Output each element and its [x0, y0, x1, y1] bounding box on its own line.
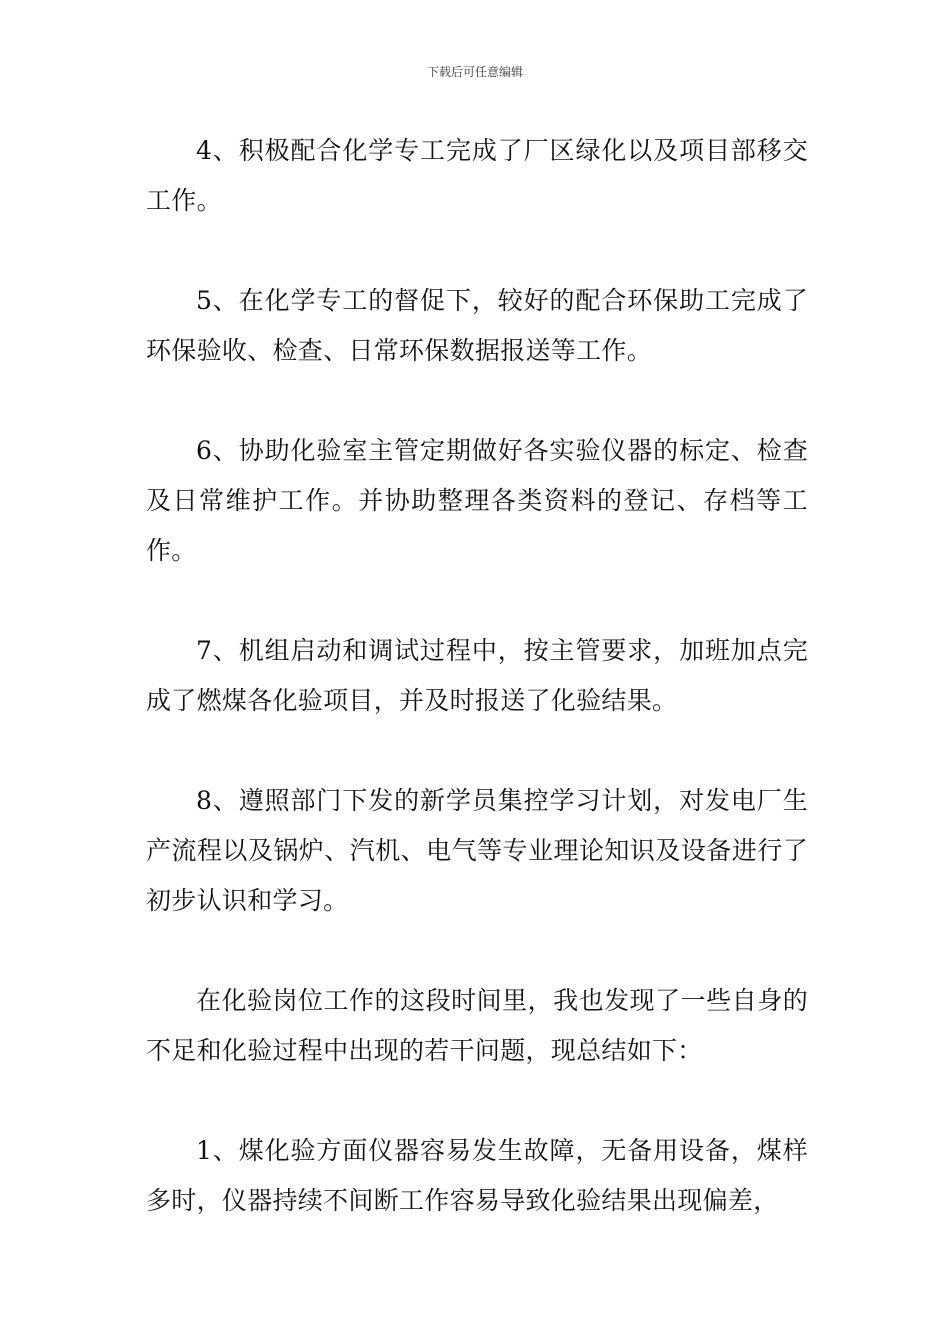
paragraph-item-4: 4、积极配合化学专工完成了厂区绿化以及项目部移交工作。 [146, 136, 808, 215]
header-note: 下载后可任意编辑 [426, 65, 523, 79]
paragraph-item-7: 7、机组启动和调试过程中，按主管要求，加班加点完成了燃煤各化验项目，并及时报送了化验结果。 [146, 636, 808, 715]
paragraph-summary-intro: 在化验岗位工作的这段时间里，我也发现了一些自身的不足和化验过程中出现的若干问题，现总结如下： [146, 986, 808, 1065]
paragraph-item-8: 8、遵照部门下发的新学员集控学习计划，对发电厂生产流程以及锅炉、汽机、电气等专业理论知识及设备进行了初步认识和学习。 [146, 786, 808, 915]
document-body [146, 126, 808, 1276]
paragraph-problem-1: 1、煤化验方面仪器容易发生故障，无备用设备，煤样多时，仪器持续不间断工作容易导致化验结果出现偏差， [146, 1136, 808, 1215]
paragraph-item-6: 6、协助化验室主管定期做好各实验仪器的标定、检查及日常维护工作。并协助整理各类资料的登记、存档等工作。 [146, 436, 808, 565]
paragraph-item-5: 5、在化学专工的督促下，较好的配合环保助工完成了环保验收、检查、日常环保数据报送等工作。 [146, 286, 808, 365]
